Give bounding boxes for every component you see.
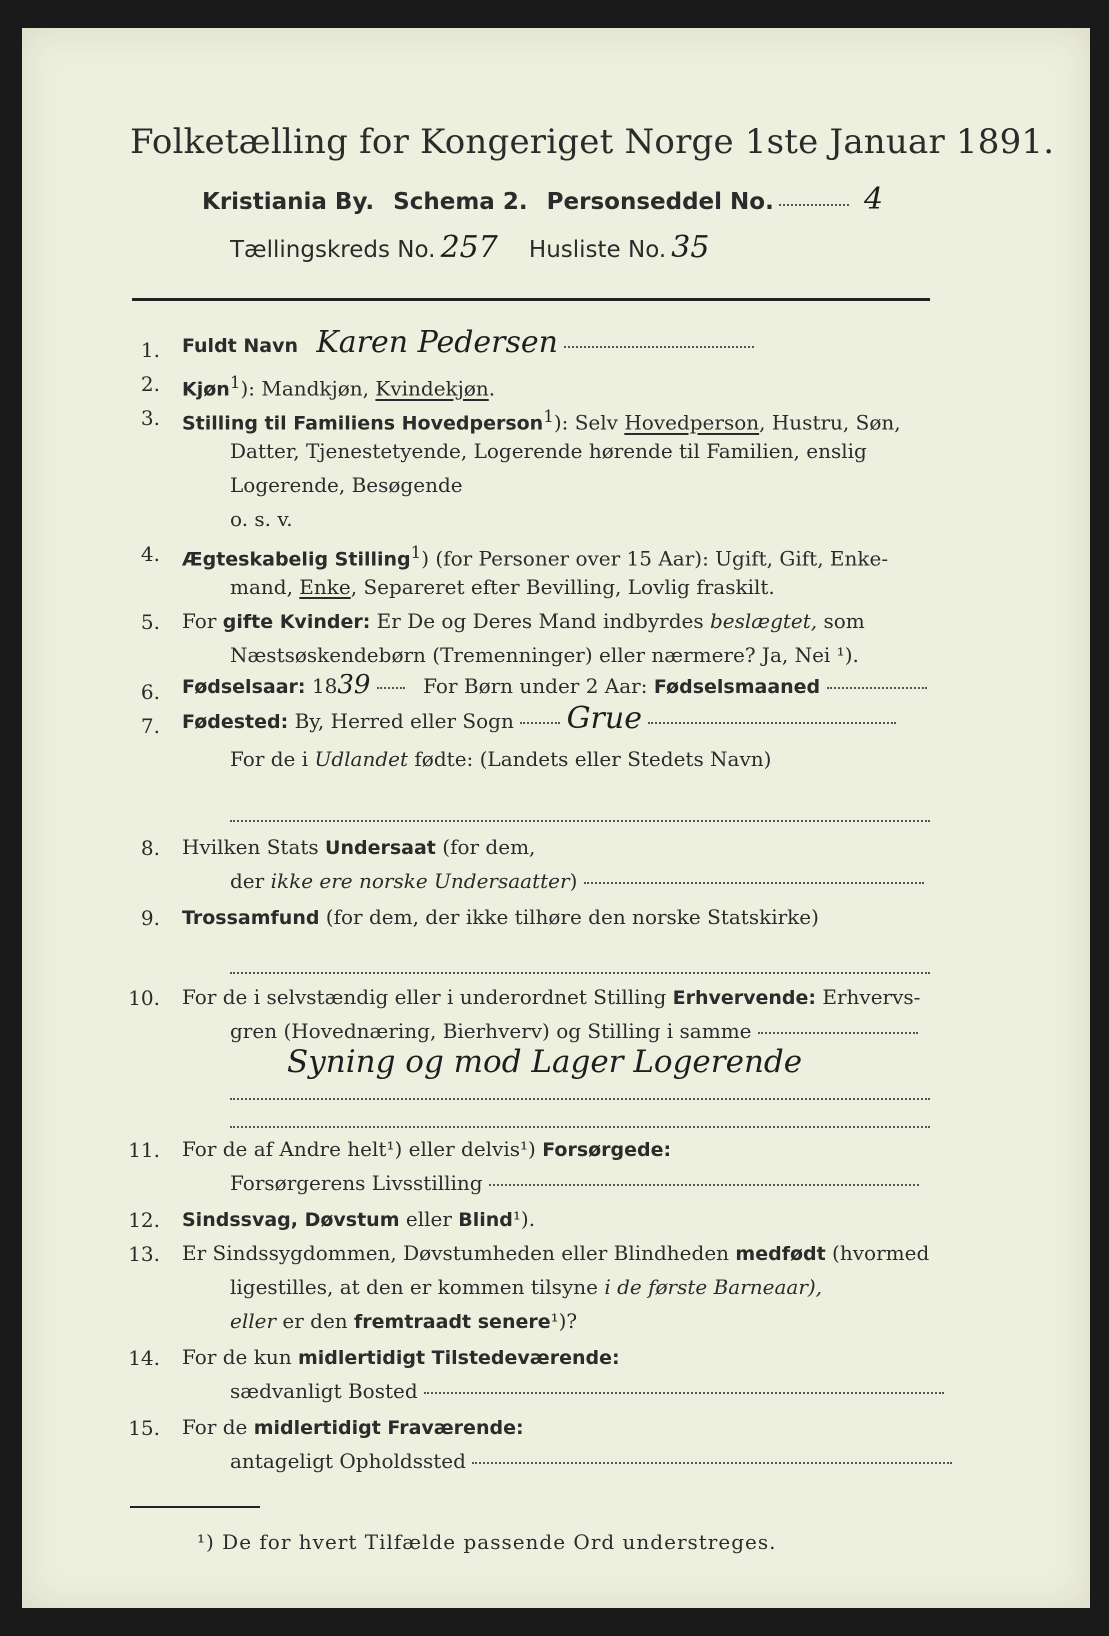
item-10-text-a: For de i selvstændig eller i underordnet Stilling (182, 985, 673, 1009)
dotted-fill (827, 686, 927, 689)
item-9-answer-line (230, 962, 930, 981)
item-13-italic: i de første Barneaar), (604, 1275, 823, 1299)
footnote-mark: 1 (410, 543, 422, 562)
item-12-text: eller (399, 1207, 459, 1231)
item-2-label: Kjøn (182, 378, 230, 401)
item-12-disability (182, 1208, 535, 1231)
item-2-gender (182, 372, 495, 401)
dotted-fill (758, 1031, 918, 1034)
item-13-line3-b: er den (276, 1309, 355, 1333)
item-10-answer-line (230, 1088, 930, 1107)
item-13-text-a: Er Sindssygdommen, Døvstumheden eller Blindheden (182, 1241, 736, 1265)
item-11-text-a: For de af Andre helt¹) eller delvis¹) (182, 1137, 543, 1161)
item-3-line-2: Datter, Tjenestetyende, Logerende hørende til Familien, enslig (230, 439, 867, 463)
dotted-fill (230, 819, 930, 822)
taellingskreds-number: 257 (440, 230, 498, 265)
dotted-fill (584, 881, 924, 884)
item-7-text: By, Herred eller Sogn (288, 709, 514, 733)
item-5-text: Er De og Deres Mand indbyrdes (370, 609, 710, 633)
dotted-fill (230, 1125, 930, 1128)
item-1-label: Fuldt Navn (182, 335, 299, 357)
dotted-fill (472, 1461, 952, 1464)
item-8-line2-a: der (230, 869, 271, 893)
item-6-birth-year (182, 670, 927, 700)
item-10-occupation (182, 986, 920, 1009)
item-13-line3-a: eller (230, 1309, 277, 1333)
item-7-number: 7. (140, 714, 160, 738)
taellingskreds-label: Tællingskreds No. (230, 237, 436, 263)
dotted-fill (564, 345, 754, 348)
item-14-label: midlertidigt Tilstedeværende: (297, 1347, 620, 1369)
item-8-text: (for dem, (435, 835, 536, 859)
year-prefix: 18 (311, 674, 338, 698)
item-7-italic: Udlandet (314, 747, 409, 771)
item-13-line-3 (230, 1310, 577, 1333)
item-2-number: 2. (140, 372, 160, 396)
position-selected: Hovedperson (624, 410, 760, 435)
item-14-line-2 (230, 1380, 944, 1402)
item-7-line2-b: fødte: (Landets eller Stedets Navn) (408, 747, 772, 771)
item-15-line-2 (230, 1450, 952, 1472)
item-4-label: Ægteskabelig Stilling (182, 548, 411, 571)
item-5-text-a: For (182, 609, 223, 633)
item-12-label: Sindssvag, Døvstum (182, 1209, 400, 1231)
item-7-label: Fødested: (182, 711, 289, 733)
item-15-temporary-absent (182, 1416, 524, 1439)
dotted-fill (377, 686, 405, 689)
item-10-number: 10. (128, 986, 160, 1010)
census-form-sheet (22, 28, 1090, 1608)
item-8-line-2 (230, 870, 924, 892)
item-13-congenital (182, 1242, 929, 1265)
item-3-family-position (182, 406, 901, 435)
item-9-label: Trossamfund (182, 907, 320, 929)
item-4-line2-b: , Separeret efter Bevilling, Lovlig fraskilt. (350, 575, 775, 599)
item-10-line2-text: gren (Hovednæring, Bierhverv) og Stilling i samme (230, 1019, 752, 1043)
dotted-fill (648, 721, 896, 724)
dotted-fill (779, 203, 849, 206)
item-3-label: Stilling til Familiens Hovedperson (182, 412, 544, 435)
item-2-end: . (488, 376, 496, 401)
city-label: Kristiania By. (202, 189, 375, 215)
item-13-line3-c: ¹)? (550, 1309, 578, 1333)
item-5-number: 5. (140, 610, 160, 634)
item-3-line-4: o. s. v. (230, 507, 293, 531)
birthplace-value: Grue (566, 701, 642, 736)
item-11-dependents (182, 1138, 671, 1161)
item-7-answer-line (230, 810, 930, 829)
footnote-mark: 1 (229, 373, 241, 392)
item-6-text: For Børn under 2 Aar: (423, 674, 654, 698)
item-3-line-3: Logerende, Besøgende (230, 473, 463, 497)
item-2-text: ): Mandkjøn, (240, 376, 376, 401)
item-1-number: 1. (140, 338, 160, 362)
item-5-line-2: Næstsøskendebørn (Tremenninger) eller nærmere? Ja, Nei ¹). (230, 643, 859, 667)
item-3-text: ): Selv (553, 410, 625, 435)
item-9-text: (for dem, der ikke tilhøre den norske Statskirke) (319, 905, 819, 929)
gender-selected: Kvindekjøn (375, 376, 489, 401)
item-5-married-women (182, 610, 865, 633)
item-12-end: ¹). (512, 1207, 536, 1231)
item-10-answer-line-2 (230, 1116, 930, 1135)
item-13-line2-a: ligestilles, at den er kommen tilsyne (230, 1275, 605, 1299)
item-4-line-2 (230, 576, 775, 598)
form-title: Folketælling for Kongeriget Norge 1ste Januar 1891. (130, 122, 1055, 162)
dotted-fill (230, 971, 930, 974)
item-5-italic: beslægtet, (709, 609, 818, 633)
item-14-text-a: For de kun (182, 1345, 298, 1369)
item-5-end: som (817, 609, 865, 633)
item-8-number: 8. (140, 836, 160, 860)
item-12-number: 12. (128, 1208, 160, 1232)
item-10-text: Erhvervs- (816, 985, 921, 1009)
item-7-birthplace (182, 701, 896, 736)
item-11-number: 11. (128, 1138, 160, 1162)
header-divider (132, 298, 930, 301)
item-8-citizenship (182, 836, 535, 859)
birth-year-value: 39 (337, 670, 371, 700)
item-9-religion (182, 906, 819, 929)
occupation-value: Syning og mod Lager Logerende (287, 1044, 803, 1080)
item-10-line-2 (230, 1020, 918, 1042)
item-4-marital-status (182, 542, 888, 571)
item-11-line-2 (230, 1172, 919, 1194)
item-8-text-a: Hvilken Stats (182, 835, 326, 859)
item-14-temporary-present (182, 1346, 620, 1369)
item-11-line2-text: Forsørgerens Livsstilling (230, 1171, 483, 1195)
item-14-number: 14. (128, 1346, 160, 1370)
item-15-label: midlertidigt Fraværende: (253, 1417, 524, 1439)
schema-label: Schema 2. (393, 189, 528, 215)
item-10-label: Erhvervende: (672, 987, 817, 1009)
item-1-full-name (182, 325, 754, 360)
dotted-fill (230, 1097, 930, 1100)
birth-month-label: Fødselsmaaned (653, 676, 821, 698)
item-4-line2-a: mand, (230, 575, 300, 599)
header-line-2 (202, 182, 883, 217)
item-3-number: 3. (140, 406, 160, 430)
item-15-text-a: For de (182, 1415, 254, 1439)
dotted-fill (520, 721, 560, 724)
item-15-number: 15. (128, 1416, 160, 1440)
item-6-number: 6. (140, 680, 160, 704)
item-12-label-2: Blind (458, 1209, 513, 1231)
item-14-line2-text: sædvanligt Bosted (230, 1379, 418, 1403)
footnote-divider (130, 1506, 260, 1508)
personseddel-number: 4 (864, 182, 884, 217)
item-13-line-2 (230, 1276, 822, 1298)
item-15-line2-text: antageligt Opholdssted (230, 1449, 466, 1473)
item-9-number: 9. (140, 906, 160, 930)
item-13-label-3: fremtraadt senere (354, 1311, 551, 1333)
item-3-text-end: , Hustru, Søn, (759, 410, 901, 435)
item-8-line2-b: ) (569, 869, 578, 893)
item-7-line-2 (230, 748, 771, 770)
footnote-mark: 1 (543, 407, 554, 426)
item-7-line2-a: For de i (230, 747, 315, 771)
husliste-label: Husliste No. (528, 237, 667, 263)
dotted-fill (424, 1391, 944, 1394)
name-value: Karen Pedersen (316, 325, 558, 360)
footnote-text: ¹) De for hvert Tilfælde passende Ord understreges. (197, 1530, 777, 1554)
personseddel-label: Personseddel No. (546, 189, 774, 215)
item-4-number: 4. (140, 542, 160, 566)
item-13-label: medfødt (735, 1243, 826, 1265)
item-8-label: Undersaat (325, 837, 436, 859)
item-11-label: Forsørgede: (542, 1139, 672, 1161)
item-6-label: Fødselsaar: (182, 676, 306, 698)
item-13-number: 13. (128, 1242, 160, 1266)
item-5-label: gifte Kvinder: (222, 611, 371, 633)
item-13-text: (hvormed (825, 1241, 930, 1265)
item-8-italic: ikke ere norske Undersaatter (270, 869, 570, 893)
husliste-number: 35 (671, 230, 710, 265)
dotted-fill (489, 1183, 919, 1186)
header-line-3 (230, 230, 709, 265)
marital-selected: Enke (299, 575, 351, 599)
item-4-text: ) (for Personer over 15 Aar): Ugift, Gift, Enke- (421, 546, 889, 571)
